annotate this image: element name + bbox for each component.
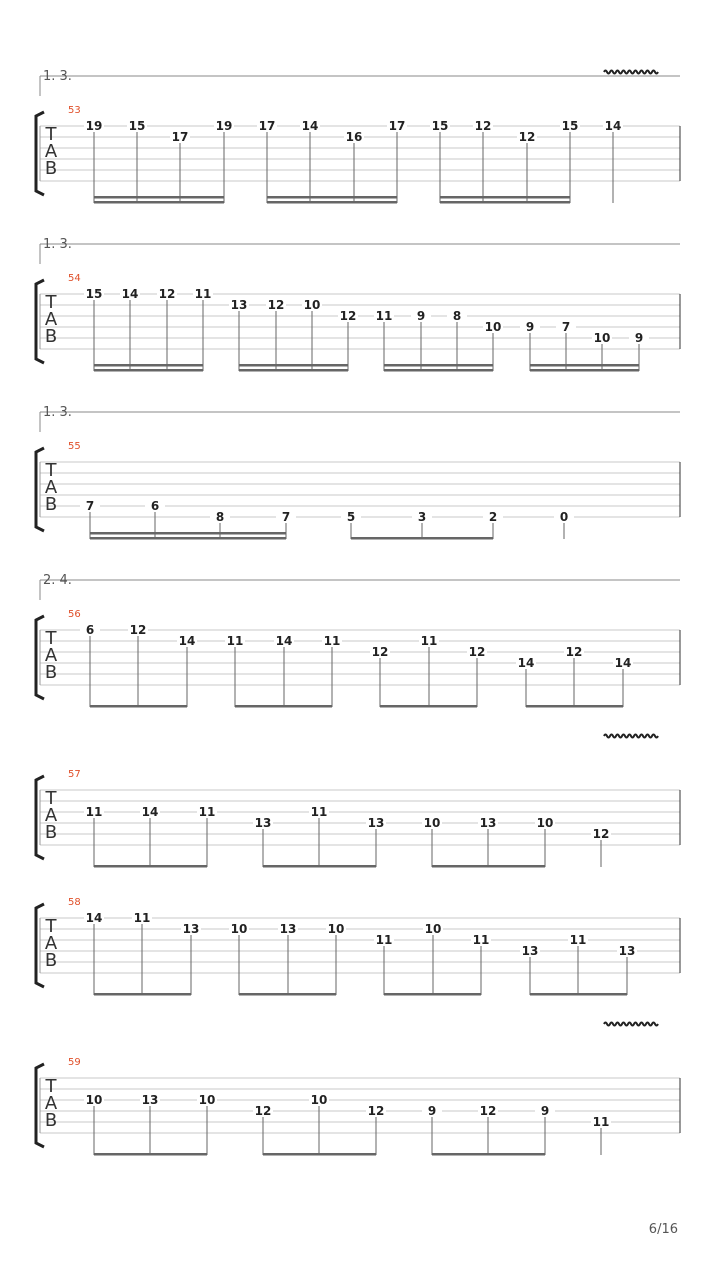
fret-number: 17	[388, 119, 406, 133]
fret-number: 11	[569, 933, 587, 947]
fret-number: 9	[540, 1104, 550, 1118]
fret-number: 10	[423, 816, 441, 830]
beam	[94, 1153, 207, 1156]
fret-number: 13	[521, 944, 539, 958]
measure-number: 53	[68, 105, 81, 116]
tab-clef-letter: B	[44, 822, 58, 843]
beam	[526, 705, 623, 708]
tab-clef-letter: A	[44, 1093, 58, 1114]
fret-number: 11	[198, 805, 216, 819]
fret-number: 14	[604, 119, 622, 133]
fret-number: 10	[536, 816, 554, 830]
fret-number: 12	[474, 119, 492, 133]
fret-number: 11	[420, 634, 438, 648]
fret-number: 9	[634, 331, 644, 345]
fret-number: 15	[431, 119, 449, 133]
fret-number: 0	[559, 510, 569, 524]
vibrato-mark	[604, 1023, 658, 1026]
beam	[90, 705, 187, 708]
tab-clef-letter: T	[45, 788, 57, 809]
tab-clef-letter: T	[45, 1076, 57, 1097]
beam	[94, 865, 207, 868]
beam	[239, 364, 348, 367]
fret-number: 14	[178, 634, 196, 648]
tab-clef-letter: T	[45, 292, 57, 313]
measure-number: 55	[68, 441, 81, 452]
beam	[94, 993, 191, 996]
volta-label: 1. 3.	[43, 405, 72, 420]
beam	[263, 1153, 376, 1156]
tab-clef-letter: T	[45, 628, 57, 649]
fret-number: 14	[517, 656, 535, 670]
fret-number: 10	[303, 298, 321, 312]
volta-label: 1. 3.	[43, 69, 72, 84]
fret-number: 13	[367, 816, 385, 830]
fret-number: 16	[345, 130, 363, 144]
tab-clef-letter: A	[44, 645, 58, 666]
tab-clef-letter: T	[45, 124, 57, 145]
page-number: 6/16	[648, 1222, 678, 1237]
fret-number: 12	[267, 298, 285, 312]
fret-number: 14	[275, 634, 293, 648]
fret-number: 14	[301, 119, 319, 133]
beam	[530, 364, 639, 367]
fret-number: 12	[129, 623, 147, 637]
beam	[530, 993, 627, 996]
fret-number: 12	[518, 130, 536, 144]
measure-number: 58	[68, 897, 81, 908]
fret-number: 10	[310, 1093, 328, 1107]
tab-clef-letter: T	[45, 460, 57, 481]
tab-clef-letter: A	[44, 805, 58, 826]
fret-number: 13	[618, 944, 636, 958]
tab-clef-letter: B	[44, 1110, 58, 1131]
beam	[239, 993, 336, 996]
tab-clef-letter: T	[45, 916, 57, 937]
tab-clef-letter: B	[44, 494, 58, 515]
fret-number: 17	[258, 119, 276, 133]
beam	[239, 369, 348, 372]
fret-number: 11	[226, 634, 244, 648]
fret-number: 12	[371, 645, 389, 659]
fret-number: 19	[85, 119, 103, 133]
fret-number: 13	[182, 922, 200, 936]
beam	[440, 196, 570, 199]
fret-number: 13	[254, 816, 272, 830]
fret-number: 13	[479, 816, 497, 830]
fret-number: 9	[416, 309, 426, 323]
fret-number: 11	[375, 309, 393, 323]
volta-label: 2. 4.	[43, 573, 72, 588]
fret-number: 5	[346, 510, 356, 524]
fret-number: 14	[121, 287, 139, 301]
tab-clef-letter: B	[44, 158, 58, 179]
beam	[432, 1153, 545, 1156]
vibrato-mark	[604, 735, 658, 738]
measure-number: 56	[68, 609, 81, 620]
beam	[432, 865, 545, 868]
beam	[267, 196, 397, 199]
fret-number: 10	[198, 1093, 216, 1107]
fret-number: 8	[215, 510, 225, 524]
fret-number: 15	[128, 119, 146, 133]
fret-number: 12	[254, 1104, 272, 1118]
beam	[384, 364, 493, 367]
fret-number: 12	[158, 287, 176, 301]
fret-number: 15	[85, 287, 103, 301]
fret-number: 2	[488, 510, 498, 524]
fret-number: 14	[614, 656, 632, 670]
fret-number: 13	[141, 1093, 159, 1107]
fret-number: 14	[141, 805, 159, 819]
fret-number: 11	[472, 933, 490, 947]
fret-number: 10	[85, 1093, 103, 1107]
beam	[90, 537, 286, 540]
fret-number: 8	[452, 309, 462, 323]
measure-number: 57	[68, 769, 81, 780]
vibrato-mark	[604, 71, 658, 74]
fret-number: 10	[230, 922, 248, 936]
fret-number: 9	[525, 320, 535, 334]
fret-number: 19	[215, 119, 233, 133]
beam	[380, 705, 477, 708]
beam	[263, 865, 376, 868]
beam	[440, 201, 570, 204]
beam	[530, 369, 639, 372]
tab-clef-letter: B	[44, 950, 58, 971]
beam	[384, 993, 481, 996]
beam	[94, 201, 224, 204]
measure-number: 54	[68, 273, 81, 284]
tab-clef-letter: A	[44, 141, 58, 162]
volta-label: 1. 3.	[43, 237, 72, 252]
fret-number: 12	[479, 1104, 497, 1118]
fret-number: 11	[592, 1115, 610, 1129]
fret-number: 11	[133, 911, 151, 925]
fret-number: 6	[150, 499, 160, 513]
fret-number: 17	[171, 130, 189, 144]
fret-number: 13	[279, 922, 297, 936]
tab-clef-letter: A	[44, 309, 58, 330]
fret-number: 10	[424, 922, 442, 936]
fret-number: 10	[593, 331, 611, 345]
fret-number: 7	[85, 499, 95, 513]
fret-number: 12	[565, 645, 583, 659]
measure-number: 59	[68, 1057, 81, 1068]
beam	[235, 705, 332, 708]
fret-number: 13	[230, 298, 248, 312]
fret-number: 11	[194, 287, 212, 301]
beam	[94, 369, 203, 372]
fret-number: 3	[417, 510, 427, 524]
fret-number: 12	[468, 645, 486, 659]
tab-clef-letter: A	[44, 477, 58, 498]
fret-number: 15	[561, 119, 579, 133]
fret-number: 11	[85, 805, 103, 819]
fret-number: 14	[85, 911, 103, 925]
fret-number: 12	[339, 309, 357, 323]
tab-clef-letter: A	[44, 933, 58, 954]
beam	[94, 196, 224, 199]
fret-number: 9	[427, 1104, 437, 1118]
beam	[384, 369, 493, 372]
fret-number: 10	[484, 320, 502, 334]
fret-number: 12	[592, 827, 610, 841]
fret-number: 11	[310, 805, 328, 819]
fret-number: 11	[323, 634, 341, 648]
fret-number: 6	[85, 623, 95, 637]
fret-number: 11	[375, 933, 393, 947]
beam	[351, 537, 493, 540]
fret-number: 7	[561, 320, 571, 334]
fret-number: 7	[281, 510, 291, 524]
beam	[94, 364, 203, 367]
fret-number: 12	[367, 1104, 385, 1118]
fret-number: 10	[327, 922, 345, 936]
beam	[267, 201, 397, 204]
beam	[90, 532, 286, 535]
tab-clef-letter: B	[44, 662, 58, 683]
tab-clef-letter: B	[44, 326, 58, 347]
